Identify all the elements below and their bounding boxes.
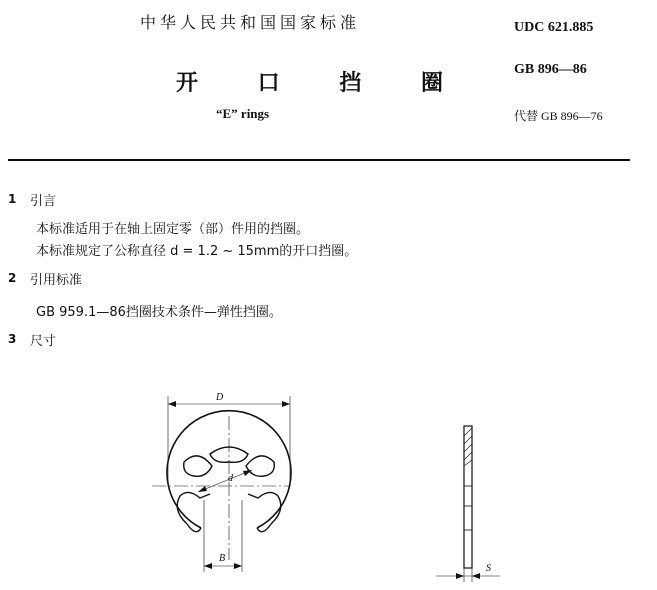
arrow-s-left	[456, 573, 464, 579]
side-view-hatch-2	[464, 436, 472, 444]
arrow-d-left	[168, 401, 176, 407]
section-2-number: 2	[8, 271, 17, 285]
label-width: B	[219, 553, 226, 564]
ring-right-lug	[246, 456, 274, 476]
replaces-note: 代替 GB 896—76	[514, 109, 603, 123]
arrow-inner-left	[198, 486, 207, 492]
section-1-paragraph-2: 本标准规定了公称直径 d = 1.2 ~ 15mm的开口挡圈。	[36, 244, 358, 259]
side-view-hatch-3	[464, 444, 472, 452]
standard-organization: 中华人民共和国国家标准	[140, 13, 361, 32]
side-view-hatch-1	[464, 428, 472, 436]
standard-number: GB 896—86	[514, 62, 587, 77]
arrow-s-right	[472, 573, 480, 579]
label-thickness: S	[486, 563, 491, 574]
section-1-number: 1	[8, 192, 17, 206]
section-3-number: 3	[8, 332, 17, 346]
side-view-section	[464, 426, 472, 568]
section-1-paragraph-1: 本标准适用于在轴上固定零（部）件用的挡圈。	[36, 222, 310, 237]
side-view-hatch-5	[464, 460, 472, 466]
section-2-title: 引用标准	[30, 273, 83, 288]
arrow-b-left	[204, 563, 212, 569]
english-subtitle: “E” rings	[216, 106, 270, 121]
document-title: 开 口 挡 圈	[176, 71, 469, 96]
label-inner-diameter: d	[228, 473, 233, 484]
ring-left-lug	[184, 456, 212, 476]
arrow-d-right	[282, 401, 290, 407]
arrow-b-right	[234, 563, 242, 569]
label-outer-diameter: D	[216, 392, 224, 403]
section-2-paragraph-1: GB 959.1—86挡圈技术条件—弹性挡圈。	[36, 305, 282, 320]
section-3-title: 尺寸	[30, 334, 57, 349]
udc-code: UDC 621.885	[514, 20, 594, 35]
side-view-hatch-4	[464, 452, 472, 460]
section-1-title: 引言	[30, 194, 57, 209]
